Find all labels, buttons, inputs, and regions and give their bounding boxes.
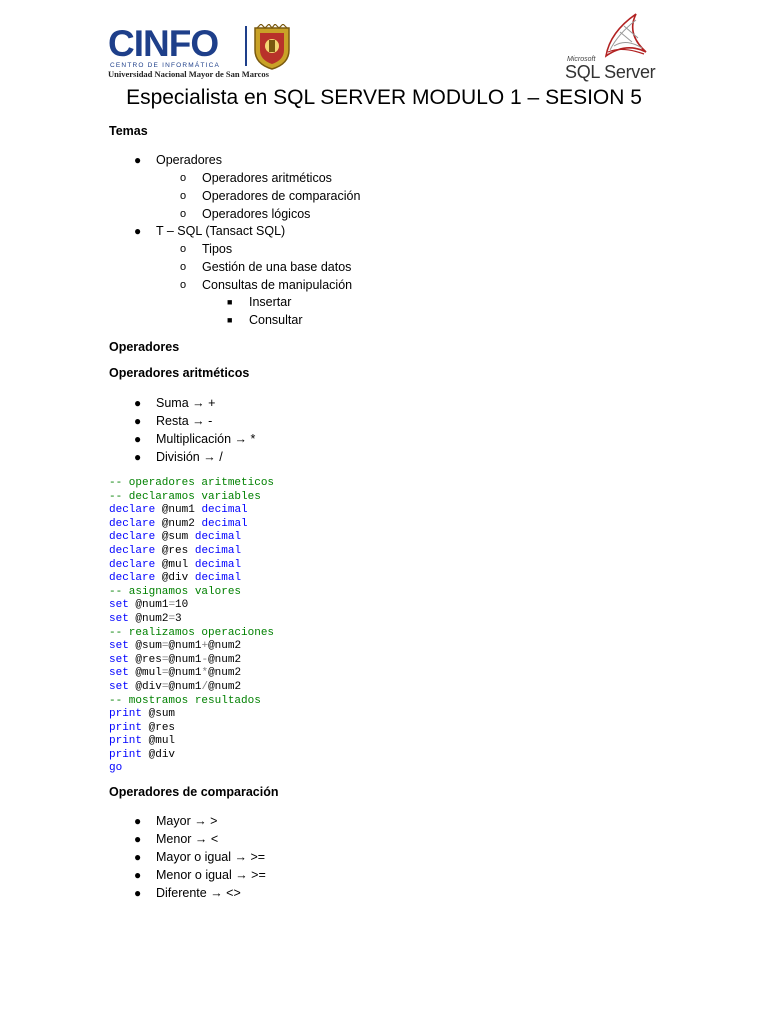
code-line: set @div=@num1/@num2 <box>109 680 242 693</box>
list-item: ■ Insertar <box>227 295 292 309</box>
temas-heading: Temas <box>109 124 148 138</box>
list-item: ● Menor o igual → >= <box>134 868 266 882</box>
list-item: ● Operadores <box>134 153 223 167</box>
university-name: Universidad Nacional Mayor de San Marcos <box>108 69 269 79</box>
list-item: ● Mayor → > <box>134 814 218 828</box>
code-line: -- realizamos operaciones <box>109 626 275 639</box>
list-item: o Gestión de una base datos <box>180 260 352 274</box>
sql-code-block <box>109 477 274 776</box>
code-line: set @res=@num1-@num2 <box>109 653 242 666</box>
list-item: o Operadores lógicos <box>180 207 311 221</box>
sql-vendor: Microsoft <box>567 56 596 63</box>
code-line: print @res <box>109 721 176 734</box>
code-line: set @num1=10 <box>109 599 189 612</box>
temas-subsublist <box>227 293 303 329</box>
code-line: -- declaramos variables <box>109 490 261 503</box>
list-item: o Consultas de manipulación <box>180 278 353 292</box>
list-item: ● División → / <box>134 450 223 464</box>
sql-product: SQL Server <box>565 62 656 82</box>
logo-separator <box>245 26 247 66</box>
university-crest-icon <box>251 24 293 70</box>
bullet-icon: ● <box>134 868 142 882</box>
circle-bullet-icon: o <box>180 261 187 273</box>
bullet-icon: ● <box>134 850 142 864</box>
sql-server-icon <box>596 12 652 60</box>
code-line: go <box>109 762 123 775</box>
list-item: ● Diferente → <> <box>134 886 241 900</box>
bullet-icon: ● <box>134 432 142 446</box>
aritmeticos-heading: Operadores aritméticos <box>109 366 250 380</box>
code-line: declare @num2 decimal <box>109 517 248 530</box>
square-bullet-icon: ■ <box>227 297 233 307</box>
comparacion-list <box>134 812 266 902</box>
list-item: o Operadores aritméticos <box>180 171 332 185</box>
bullet-icon: ● <box>134 832 142 846</box>
circle-bullet-icon: o <box>180 279 187 291</box>
cinfo-logo <box>108 24 296 80</box>
bullet-icon: ● <box>134 224 142 238</box>
bullet-icon: ● <box>134 396 142 410</box>
list-item: ● Multiplicación → * <box>134 432 256 446</box>
code-line: declare @mul decimal <box>109 558 242 571</box>
page-title: Especialista en SQL SERVER MODULO 1 – SESION 5 <box>126 86 642 109</box>
list-item: ● T – SQL (Tansact SQL) <box>134 224 286 238</box>
bullet-icon: ● <box>134 414 142 428</box>
code-line: set @mul=@num1*@num2 <box>109 667 242 680</box>
bullet-icon: ● <box>134 886 142 900</box>
code-line: -- mostramos resultados <box>109 694 261 707</box>
circle-bullet-icon: o <box>180 190 187 202</box>
list-item: ● Suma → + <box>134 396 216 410</box>
code-line: print @sum <box>109 708 176 721</box>
code-line: declare @res decimal <box>109 544 242 557</box>
bullet-icon: ● <box>134 814 142 828</box>
circle-bullet-icon: o <box>180 172 187 184</box>
cinfo-brand: CINFO <box>108 23 219 64</box>
list-item: ● Resta → - <box>134 414 213 428</box>
code-line: print @div <box>109 748 176 761</box>
code-line: declare @div decimal <box>109 572 242 585</box>
cinfo-subtitle: CENTRO DE INFORMÁTICA <box>110 62 221 69</box>
list-item: ■ Consultar <box>227 313 303 327</box>
bullet-icon: ● <box>134 450 142 464</box>
aritmeticos-list <box>134 394 256 466</box>
operadores-heading: Operadores <box>109 340 180 354</box>
circle-bullet-icon: o <box>180 208 187 220</box>
list-item: ● Menor → < <box>134 832 219 846</box>
temas-list <box>134 151 223 169</box>
comparacion-heading: Operadores de comparación <box>109 785 279 799</box>
code-line: declare @num1 decimal <box>109 504 248 517</box>
square-bullet-icon: ■ <box>227 315 233 325</box>
code-line: print @mul <box>109 735 176 748</box>
circle-bullet-icon: o <box>180 243 187 255</box>
bullet-icon: ● <box>134 153 142 167</box>
temas-sublist-1 <box>180 169 361 223</box>
code-line: set @sum=@num1+@num2 <box>109 640 242 653</box>
list-item: o Operadores de comparación <box>180 189 361 203</box>
temas-list-2 <box>134 222 286 240</box>
sql-server-logo <box>562 12 662 82</box>
list-item: ● Mayor o igual → >= <box>134 850 266 864</box>
temas-sublist-2 <box>180 240 353 294</box>
code-line: declare @sum decimal <box>109 531 242 544</box>
list-item: o Tipos <box>180 242 233 256</box>
code-line: -- asignamos valores <box>109 585 242 598</box>
code-line: -- operadores aritmeticos <box>109 477 275 489</box>
code-line: set @num2=3 <box>109 612 182 625</box>
